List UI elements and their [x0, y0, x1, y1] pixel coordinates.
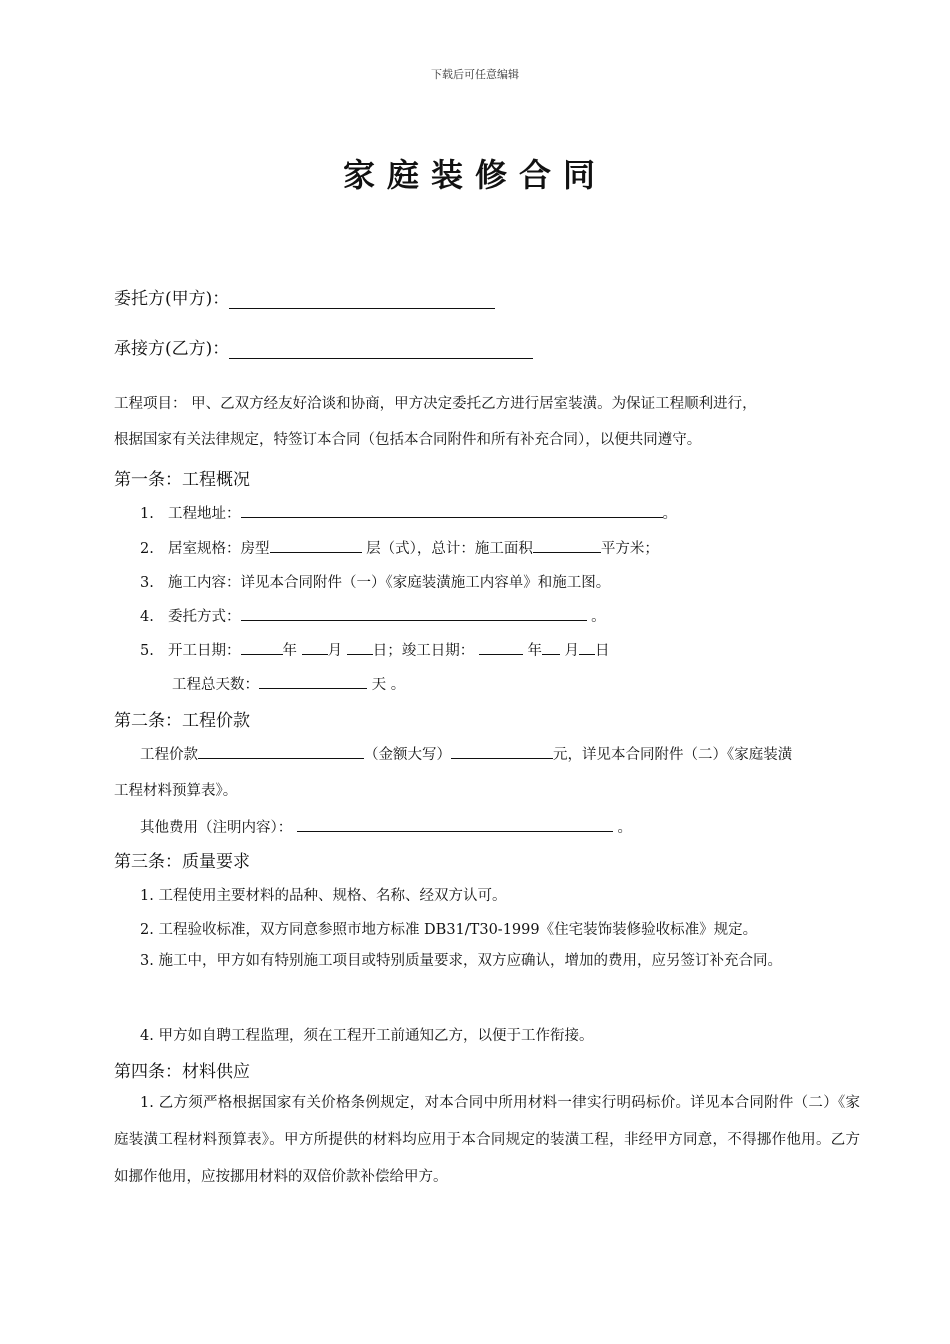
- start-month-blank[interactable]: [302, 639, 328, 655]
- item-number: 5.: [140, 643, 154, 659]
- art1-item-1: [140, 502, 677, 523]
- commission-method-blank[interactable]: [241, 605, 587, 621]
- item-text: 施工内容：详见本合同附件（一）《家庭装潢施工内容单》和施工图。: [168, 575, 611, 591]
- intro-line-1: 工程项目： 甲、乙双方经友好洽谈和协商，甲方决定委托乙方进行居室装潢。为保证工程顺利进行，: [114, 396, 757, 412]
- item-label: 工程地址：: [168, 506, 241, 522]
- end-month-blank[interactable]: [542, 639, 560, 655]
- item-label: 元，详见本合同附件（二）《家庭装潢: [553, 747, 793, 763]
- price-blank[interactable]: [198, 743, 364, 759]
- item-end: 。: [591, 609, 606, 625]
- item-label: 委托方式：: [168, 609, 241, 625]
- article-4-heading: 第四条：材料供应: [114, 1062, 250, 1082]
- start-day-blank[interactable]: [347, 639, 373, 655]
- art1-item-2: [140, 537, 659, 558]
- article-1-heading: 第一条：工程概况: [114, 470, 250, 490]
- item-label: 日: [595, 643, 610, 659]
- start-year-blank[interactable]: [241, 639, 283, 655]
- art1-item-5: [140, 639, 610, 660]
- art2-price-line: [140, 743, 792, 764]
- area-blank[interactable]: [533, 537, 601, 553]
- art2-price-line-2: 工程材料预算表》。: [114, 783, 238, 799]
- address-blank[interactable]: [241, 502, 663, 518]
- party-a-label: 委托方(甲方)：: [114, 289, 230, 309]
- art4-item-1: 1. 乙方须严格根据国家有关价格条例规定，对本合同中所用材料一律实行明码标价。详见本合同附件（二）《家庭装潢工程材料预算表》。甲方所提供的材料均应用于本合同规定的装潢工程，非经甲方同意，不得挪作他用。乙方如挪作他用，应按挪用材料的双倍价款补偿给甲方。: [114, 1095, 860, 1185]
- item-label: 平方米；: [600, 541, 659, 557]
- page-title: 家庭装修合同: [342, 156, 607, 194]
- art3-item-4: 4. 甲方如自聘工程监理，须在工程开工前通知乙方，以便于工作衔接。: [140, 1028, 594, 1044]
- end-day-blank[interactable]: [579, 639, 595, 655]
- item-label: 月: [564, 643, 580, 659]
- intro-paragraph: [114, 386, 860, 458]
- item-number: 1.: [140, 506, 154, 522]
- art3-item-2: 2. 工程验收标准，双方同意参照市地方标准 DB31/T30-1999《住宅装饰装修验收标准》规定。: [140, 922, 758, 938]
- party-a-line: [114, 284, 495, 309]
- art2-other-fees: [140, 816, 632, 837]
- item-label: 其他费用（注明内容）：: [140, 820, 293, 836]
- item-label: 居室规格：房型: [168, 541, 270, 557]
- total-days-blank[interactable]: [259, 673, 367, 689]
- end-year-blank[interactable]: [479, 639, 523, 655]
- item-label: 开工日期：: [168, 643, 241, 659]
- intro-line-2: 根据国家有关法律规定，特签订本合同（包括本合同附件和所有补充合同），以便共同遵守。: [114, 432, 702, 448]
- item-end: 天 。: [371, 677, 406, 693]
- item-end: 。: [617, 820, 632, 836]
- item-label: 年: [282, 643, 297, 659]
- art1-item-4: [140, 605, 606, 626]
- item-end: 。: [662, 506, 677, 522]
- party-b-blank[interactable]: [229, 340, 533, 359]
- header-note: 下载后可任意编辑: [431, 68, 519, 81]
- article-3-heading: 第三条：质量要求: [114, 852, 250, 872]
- room-type-blank[interactable]: [270, 537, 362, 553]
- item-label: 年: [527, 643, 542, 659]
- party-b-label: 承接方(乙方)：: [114, 339, 230, 359]
- price-words-blank[interactable]: [451, 743, 553, 759]
- article-2-heading: 第二条：工程价款: [114, 711, 250, 731]
- art3-item-3: 3. 施工中，甲方如有特别施工项目或特别质量要求，双方应确认，增加的费用，应另签订补充合同。: [140, 953, 782, 969]
- item-label: 工程总天数：: [172, 677, 259, 693]
- item-number: 4.: [140, 609, 154, 625]
- art1-item-3: [140, 571, 610, 592]
- item-label: 工程价款: [140, 747, 198, 763]
- party-a-blank[interactable]: [229, 290, 495, 309]
- item-label: 日；竣工日期：: [372, 643, 475, 659]
- party-b-line: [114, 334, 533, 359]
- art1-total-days: [172, 673, 405, 694]
- art3-item-1: 1. 工程使用主要材料的品种、规格、名称、经双方认可。: [140, 888, 507, 904]
- other-fees-blank[interactable]: [297, 816, 613, 832]
- item-label: 月: [327, 643, 343, 659]
- item-label: （金额大写）: [364, 747, 451, 763]
- item-label: 层（式），总计：施工面积: [366, 541, 533, 557]
- item-number: 2.: [140, 541, 154, 557]
- item-number: 3.: [140, 575, 154, 591]
